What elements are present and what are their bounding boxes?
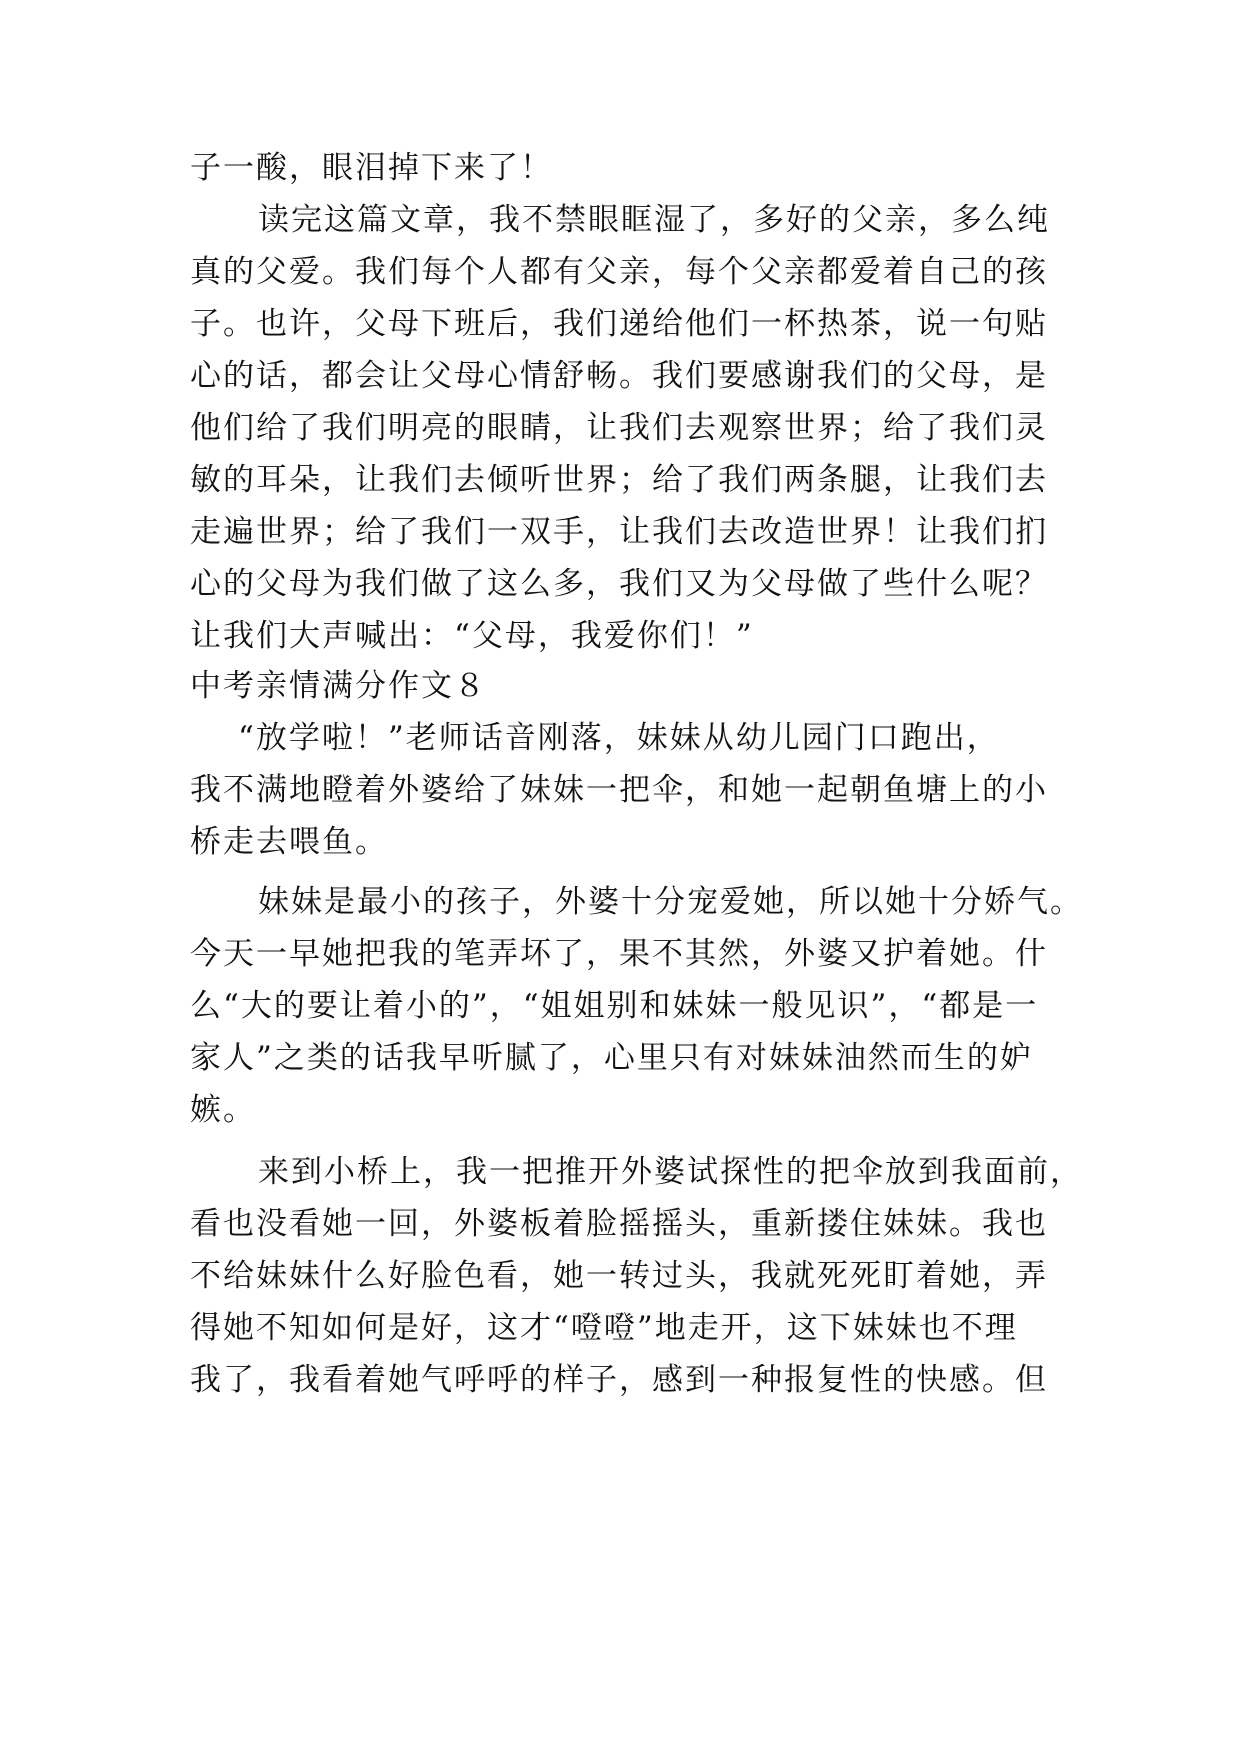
paragraph-5-line-4: 得她不知如何是好，这才“噔噔”地走开，这下妹妹也不理 [190,1310,1018,1346]
paragraph-5-line-5: 我了，我看着她气呼呼的样子，感到一种报复性的快感。但 [190,1362,1048,1398]
paragraph-5-line-3: 不给妹妹什么好脸色看，她一转过头，我就死死盯着她，弄 [190,1258,1048,1294]
paragraph-2-line-7: 走遍世界；给了我们一双手，让我们去改造世界！让我们扪 [190,514,1048,550]
paragraph-3-line-3: 桥走去喂鱼。 [190,824,388,860]
paragraph-3-line-1: “放学啦！”老师话音刚落，妹妹从幼儿园门口跑出， [238,720,1000,756]
paragraph-4-line-4: 家人”之类的话我早听腻了，心里只有对妹妹油然而生的妒 [190,1040,1033,1076]
paragraph-4-line-3: 么“大的要让着小的”，“姐姐别和妹妹一般见识”，“都是一 [190,988,1039,1024]
paragraph-5-line-1: 来到小桥上，我一把推开外婆试探性的把伞放到我面前， [258,1154,1083,1190]
paragraph-4-line-1: 妹妹是最小的孩子，外婆十分宠爱她，所以她十分娇气。 [258,884,1083,920]
paragraph-2-line-2: 真的父爱。我们每个人都有父亲，每个父亲都爱着自己的孩 [190,254,1048,290]
paragraph-4-line-5: 嫉。 [190,1092,256,1128]
paragraph-3-line-2: 我不满地瞪着外婆给了妹妹一把伞，和她一起朝鱼塘上的小 [190,772,1048,808]
paragraph-5-line-2: 看也没看她一回，外婆板着脸摇摇头，重新搂住妹妹。我也 [190,1206,1048,1242]
paragraph-2-line-5: 他们给了我们明亮的眼睛，让我们去观察世界；给了我们灵 [190,410,1048,446]
paragraph-2-line-6: 敏的耳朵，让我们去倾听世界；给了我们两条腿，让我们去 [190,462,1048,498]
paragraph-2-line-1: 读完这篇文章，我不禁眼眶湿了，多好的父亲，多么纯 [258,202,1050,238]
paragraph-4-line-2: 今天一早她把我的笔弄坏了，果不其然，外婆又护着她。什 [190,936,1048,972]
paragraph-1-line-1: 子一酸，眼泪掉下来了！ [190,150,553,186]
paragraph-2-line-4: 心的话，都会让父母心情舒畅。我们要感谢我们的父母，是 [190,358,1048,394]
paragraph-2-line-3: 子。也许，父母下班后，我们递给他们一杯热茶，说一句贴 [190,306,1048,342]
section-heading: 中考亲情满分作文８ [190,668,487,704]
paragraph-2-line-9: 让我们大声喊出：“父母，我爱你们！” [190,618,754,654]
paragraph-2-line-8: 心的父母为我们做了这么多，我们又为父母做了些什么呢？ [190,566,1048,602]
